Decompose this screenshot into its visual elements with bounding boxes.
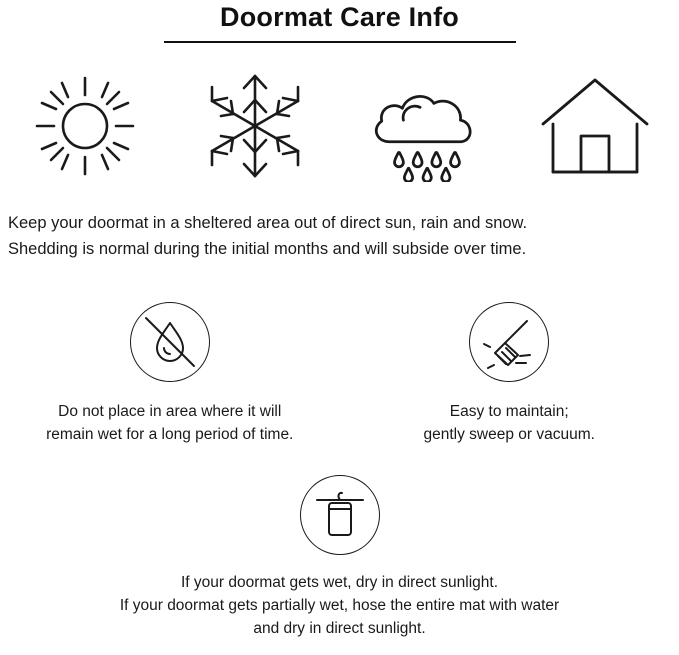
weather-icon-row bbox=[0, 65, 679, 185]
hang-dry-icon bbox=[300, 475, 380, 555]
broom-icon bbox=[469, 302, 549, 382]
page-title: Doormat Care Info bbox=[220, 2, 459, 32]
intro-line-2: Shedding is normal during the initial months and will subside over time. bbox=[8, 239, 527, 258]
intro-line-1: Keep your doormat in a sheltered area out of direct sun, rain and snow. bbox=[8, 214, 528, 233]
bottom-tip-line-1: If your doormat gets wet, dry in direct sunlight. bbox=[180, 573, 499, 591]
no-water-icon bbox=[130, 302, 210, 382]
tip-easy-maintain-caption bbox=[424, 400, 595, 447]
title-underline bbox=[164, 41, 516, 43]
snowflake-icon bbox=[196, 67, 314, 185]
tip-easy-maintain bbox=[340, 302, 679, 447]
tip-easy-maintain-line-2: gently sweep or vacuum. bbox=[423, 426, 595, 444]
bottom-tip-line-2: If your doormat gets partially wet, hose the entire mat with water bbox=[119, 596, 560, 614]
rain-cloud-icon bbox=[366, 67, 484, 185]
tip-easy-maintain-line-1: Easy to maintain; bbox=[449, 403, 569, 421]
bottom-tip-caption bbox=[120, 571, 559, 641]
sun-icon bbox=[26, 67, 144, 185]
tips-row bbox=[0, 302, 679, 447]
bottom-tip-line-3: and dry in direct sunlight. bbox=[253, 620, 426, 638]
tip-no-water bbox=[0, 302, 340, 447]
tip-no-water-caption bbox=[46, 400, 293, 447]
bottom-tip bbox=[0, 475, 679, 641]
tip-no-water-line-1: Do not place in area where it will bbox=[58, 403, 282, 421]
tip-no-water-line-2: remain wet for a long period of time. bbox=[46, 426, 294, 444]
title-block bbox=[0, 0, 679, 43]
intro-paragraph bbox=[8, 211, 671, 262]
house-icon bbox=[536, 67, 654, 185]
